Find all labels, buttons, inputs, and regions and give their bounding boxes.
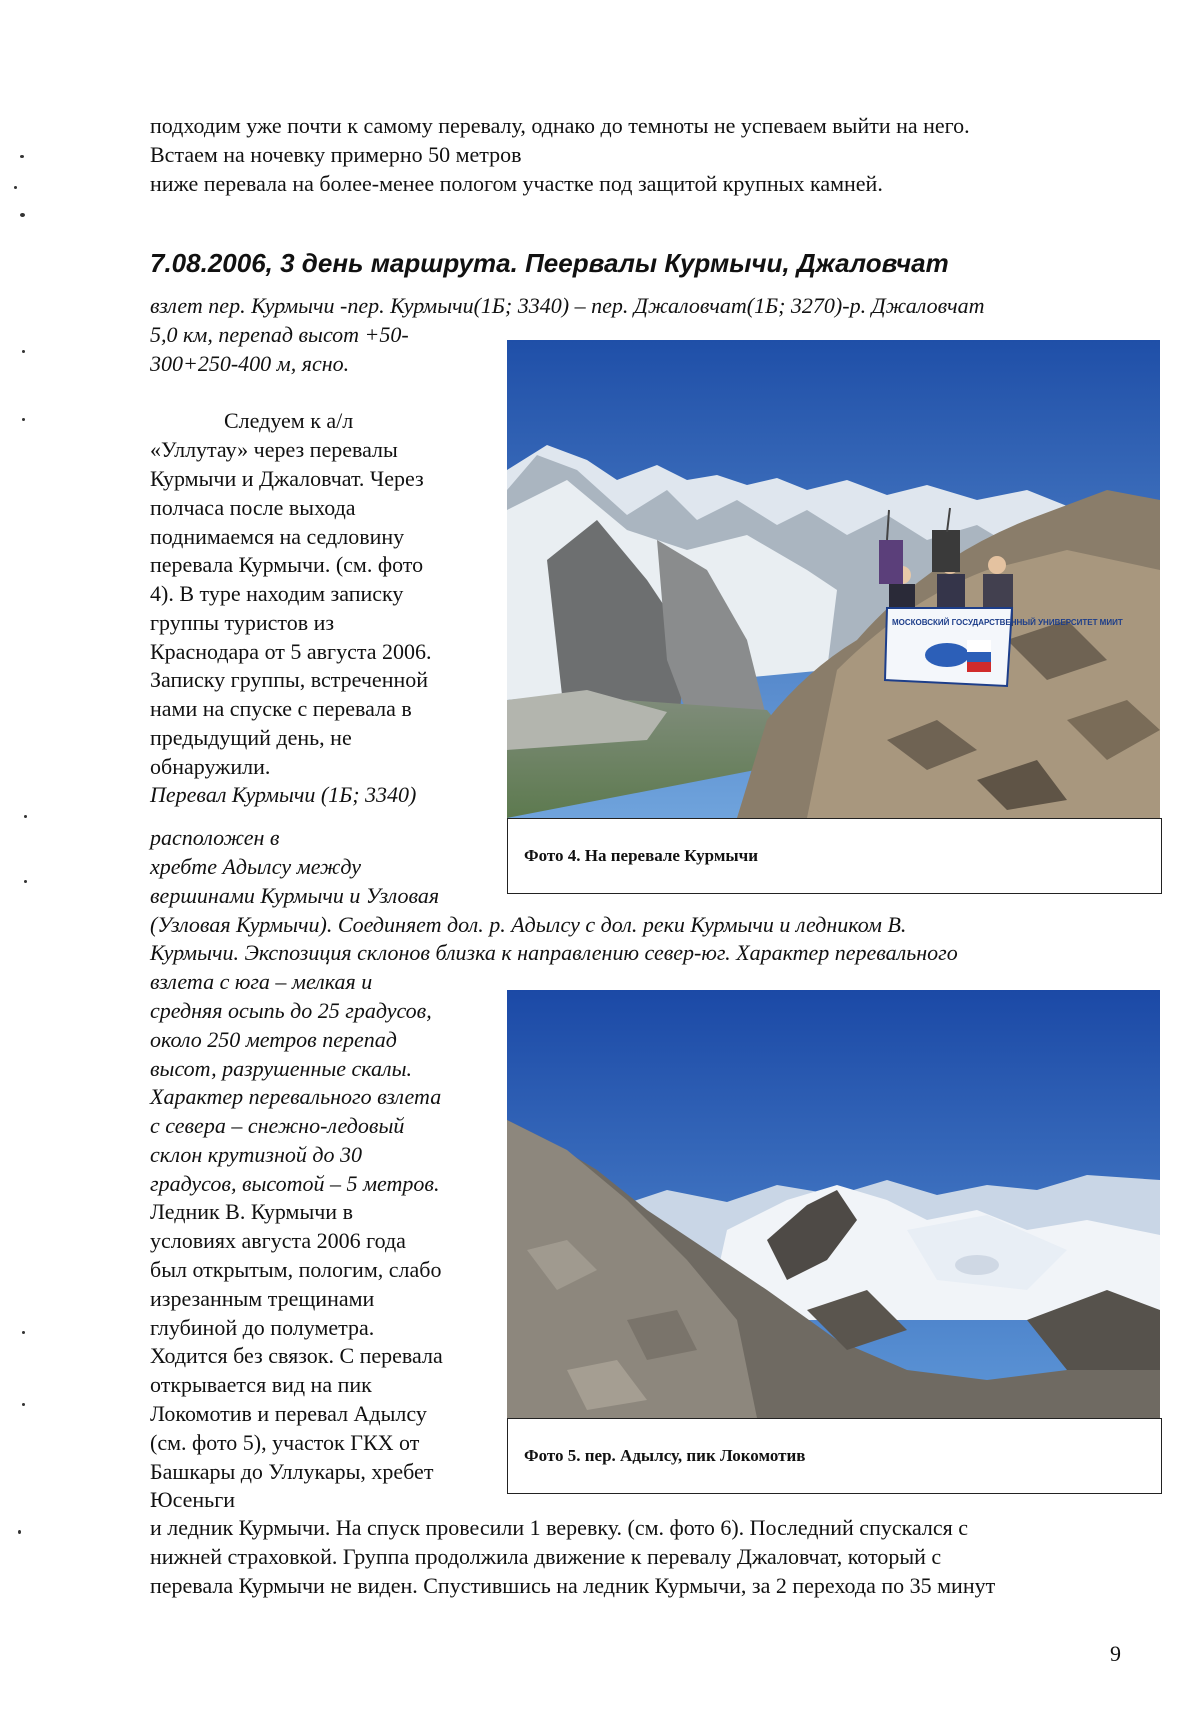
pass-line: Курмычи. Экспозиция склонов близка к направлению север-юг. Характер перевального — [150, 940, 958, 965]
scan-speck — [22, 1331, 25, 1334]
intro-line: подходим уже почти к самому перевалу, однако до темноты не успеваем выйти на него. — [150, 113, 970, 138]
scan-speck — [22, 350, 25, 353]
scan-speck — [24, 880, 27, 883]
caption-text: Фото 5. пер. Адылсу, пик Локомотив — [524, 1446, 806, 1465]
pass-line: около 250 метров перепад — [150, 1027, 397, 1052]
scan-speck — [22, 418, 25, 421]
pass-line: Перевал Курмычи (1Б; 3340) — [150, 782, 417, 807]
paragraph-line: поднимаемся на седловину — [150, 524, 405, 549]
pass-line: хребте Адылсу между — [150, 854, 361, 879]
pass-line: вершинами Курмычи и Узловая — [150, 883, 440, 908]
photo-caption — [507, 1418, 1162, 1494]
paragraph-line: 4). В туре находим записку — [150, 581, 404, 606]
mountain-photo-illustration — [507, 990, 1160, 1418]
pass-line: средняя осыпь до 25 градусов, — [150, 998, 432, 1023]
mountain-photo-illustration — [507, 340, 1160, 818]
scan-speck — [14, 186, 17, 189]
pass-line: градусов, высотой – 5 метров. — [150, 1171, 440, 1196]
intro-line: ниже перевала на более-менее пологом участке под защитой крупных камней. — [150, 171, 883, 196]
pass-line: расположен в — [150, 825, 280, 850]
paragraph-line: Краснодара от 5 августа 2006. — [150, 639, 432, 664]
paragraph-line: перевала Курмычи не виден. Спустившись на ледник Курмычи, за 2 перехода по 35 минут — [150, 1573, 996, 1598]
scan-speck — [24, 815, 27, 818]
photo-kurmychi-pass — [507, 340, 1160, 818]
scan-speck — [20, 213, 25, 217]
photo-adylsu-pass — [507, 990, 1160, 1418]
intro-line: Встаем на ночевку примерно 50 метров — [150, 142, 522, 167]
paragraph-line: Ледник В. Курмычи в — [150, 1199, 353, 1224]
paragraph-line: перевала Курмычи. (см. фото — [150, 552, 424, 577]
scan-speck — [20, 155, 24, 158]
paragraph-line: полчаса после выхода — [150, 495, 356, 520]
paragraph-line: глубиной до полуметра. — [150, 1315, 375, 1340]
paragraph-line: условиях августа 2006 года — [150, 1228, 406, 1253]
caption-text: Фото 4. На перевале Курмычи — [524, 846, 759, 865]
paragraph-line: «Уллутау» через перевалы — [150, 437, 398, 462]
pass-line: высот, разрушенные скалы. — [150, 1056, 413, 1081]
paragraph-line: Башкары до Уллукары, хребет — [150, 1459, 434, 1484]
paragraph-line: предыдущий день, не — [150, 725, 352, 750]
paragraph-line: нами на спуске с перевала в — [150, 696, 412, 721]
paragraph-line: изрезанным трещинами — [150, 1286, 375, 1311]
scan-speck — [22, 1403, 25, 1406]
paragraph-line: нижней страховкой. Группа продолжила движение к перевалу Джаловчат, который с — [150, 1544, 942, 1569]
paragraph-line: обнаружили. — [150, 754, 271, 779]
paragraph-line: Записку группы, встреченной — [150, 667, 429, 692]
paragraph-line: Курмычи и Джаловчат. Через — [150, 466, 424, 491]
paragraph-line: Ходится без связок. С перевала — [150, 1343, 443, 1368]
section-heading: 7.08.2006, 3 день маршрута. Пеервалы Курмычи, Джаловчат — [150, 248, 949, 278]
page-number: 9 — [1110, 1641, 1121, 1666]
paragraph-line: открывается вид на пик — [150, 1372, 372, 1397]
paragraph-line: и ледник Курмычи. На спуск провесили 1 веревку. (см. фото 6). Последний спускался с — [150, 1515, 969, 1540]
stats-line: 300+250-400 м, ясно. — [150, 351, 350, 376]
paragraph-line: был открытым, пологим, слабо — [150, 1257, 442, 1282]
paragraph-line: группы туристов из — [150, 610, 335, 635]
pass-line: взлета с юга – мелкая и — [150, 969, 373, 994]
banner-text: МОСКОВСКИЙ ГОСУДАРСТВЕННЫЙ УНИВЕРСИТЕТ МИИТ — [892, 618, 1123, 627]
route-line: взлет пер. Курмычи -пер. Курмычи(1Б; 3340) – пер. Джаловчат(1Б; 3270)-р. Джаловчат — [150, 293, 985, 318]
paragraph-line: Локомотив и перевал Адылсу — [150, 1401, 427, 1426]
scan-speck — [18, 1530, 21, 1534]
paragraph-line: Юсеньги — [150, 1487, 236, 1512]
pass-line: (Узловая Курмычи). Соединяет дол. р. Адылсу с дол. реки Курмычи и ледником В. — [150, 912, 907, 937]
pass-line: склон крутизной до 30 — [150, 1142, 363, 1167]
paragraph-line: Следуем к а/л — [224, 408, 354, 433]
paragraph-line: (см. фото 5), участок ГКХ от — [150, 1430, 420, 1455]
pass-line: с севера – снежно-ледовый — [150, 1113, 405, 1138]
pass-line: Характер перевального взлета — [150, 1084, 442, 1109]
stats-line: 5,0 км, перепад высот +50- — [150, 322, 409, 347]
photo-caption — [507, 818, 1162, 894]
